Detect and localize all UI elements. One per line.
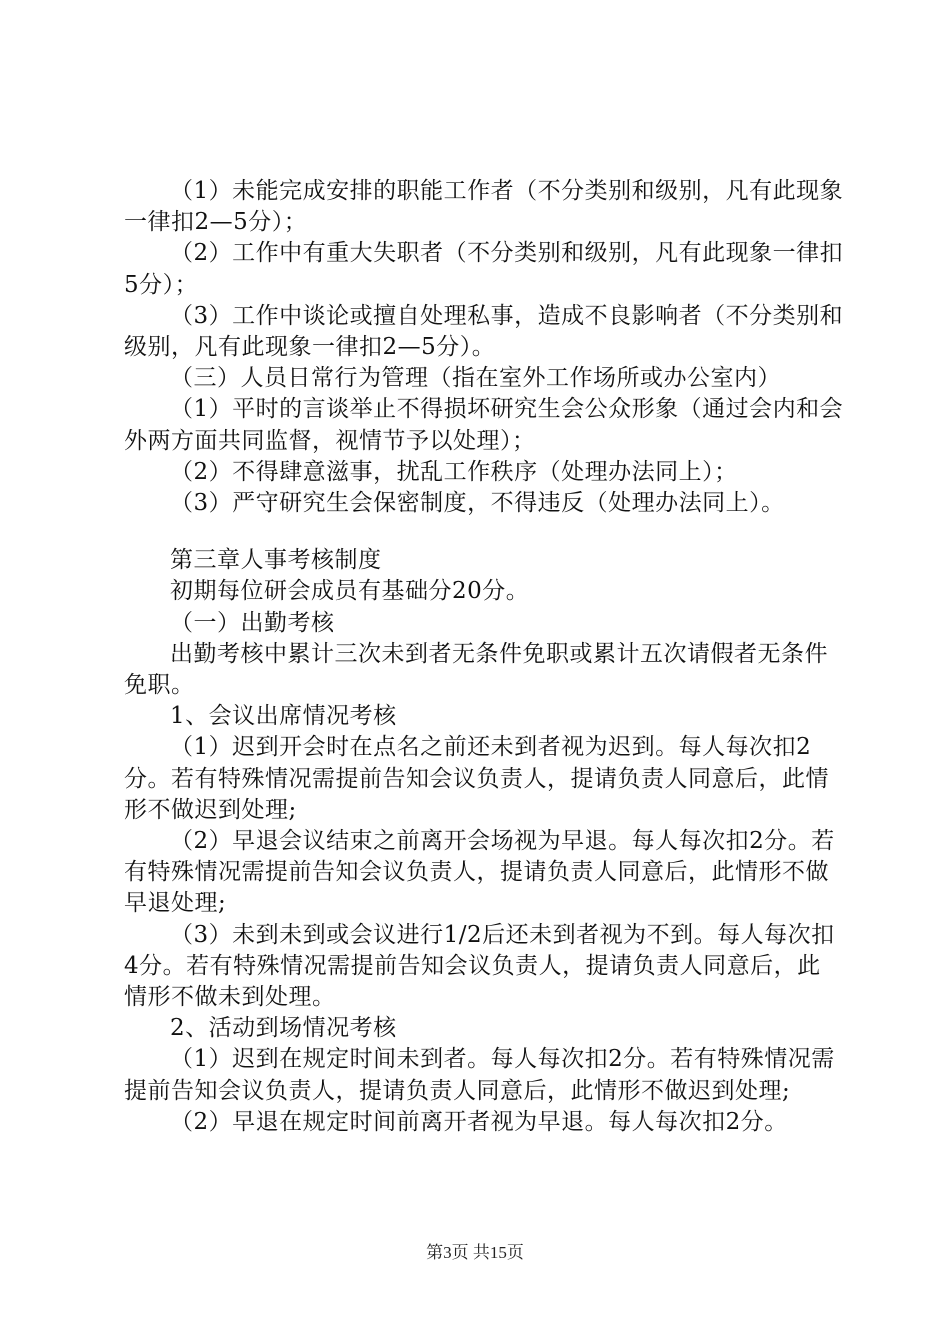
paragraph: （2）早退会议结束之前离开会场视为早退。每人每次扣2分。若有特殊情况需提前告知会议负责人，提请负责人同意后，此情形不做早退处理; [124,828,835,917]
paragraph: （3）严守研究生会保密制度，不得违反（处理办法同上）。 [170,490,785,517]
section-heading: （一）出勤考核 [170,609,335,636]
page-footer [0,1238,950,1263]
paragraph: （3）工作中谈论或擅自处理私事，造成不良影响者（不分类别和级别，凡有此现象一律扣2—5分）。 [124,302,844,361]
chapter-title: 第三章人事考核制度 [170,547,382,574]
subsection-heading: 2、活动到场情况考核 [170,1015,397,1042]
page-number-label: 第3页 共15页 [426,1243,524,1262]
paragraph: 出勤考核中累计三次未到者无条件免职或累计五次请假者无条件免职。 [124,640,828,699]
paragraph: （1）未能完成安排的职能工作者（不分类别和级别，凡有此现象一律扣2—5分）； [124,178,844,236]
paragraph: （1）迟到在规定时间未到者。每人每次扣2分。若有特殊情况需提前告知会议负责人，提请负责人同意后，此情形不做迟到处理; [124,1046,835,1104]
document-body [124,176,844,1138]
paragraph: （1）平时的言谈举止不得损坏研究生会公众形象（通过会内和会外两方面共同监督，视情节予以处理）； [124,396,844,454]
paragraph: （2）早退在规定时间前离开者视为早退。每人每次扣2分。 [170,1108,788,1135]
paragraph: （2）工作中有重大失职者（不分类别和级别，凡有此现象一律扣5分）； [124,240,844,298]
paragraph: （3）未到未到或会议进行1/2后还未到者视为不到。每人每次扣4分。若有特殊情况需提前告知会议负责人，提请负责人同意后，此情形不做未到处理。 [124,921,835,1011]
section-heading: （三）人员日常行为管理（指在室外工作场所或办公室内） [170,365,781,392]
paragraph: （1）迟到开会时在点名之前还未到者视为迟到。每人每次扣2分。若有特殊情况需提前告知会议负责人，提请负责人同意后，此情形不做迟到处理; [124,734,829,823]
subsection-heading: 1、会议出席情况考核 [170,703,397,730]
paragraph-gap [124,519,844,545]
paragraph: （2）不得肆意滋事，扰乱工作秩序（处理办法同上）； [170,458,738,485]
paragraph: 初期每位研会成员有基础分20分。 [170,578,530,605]
